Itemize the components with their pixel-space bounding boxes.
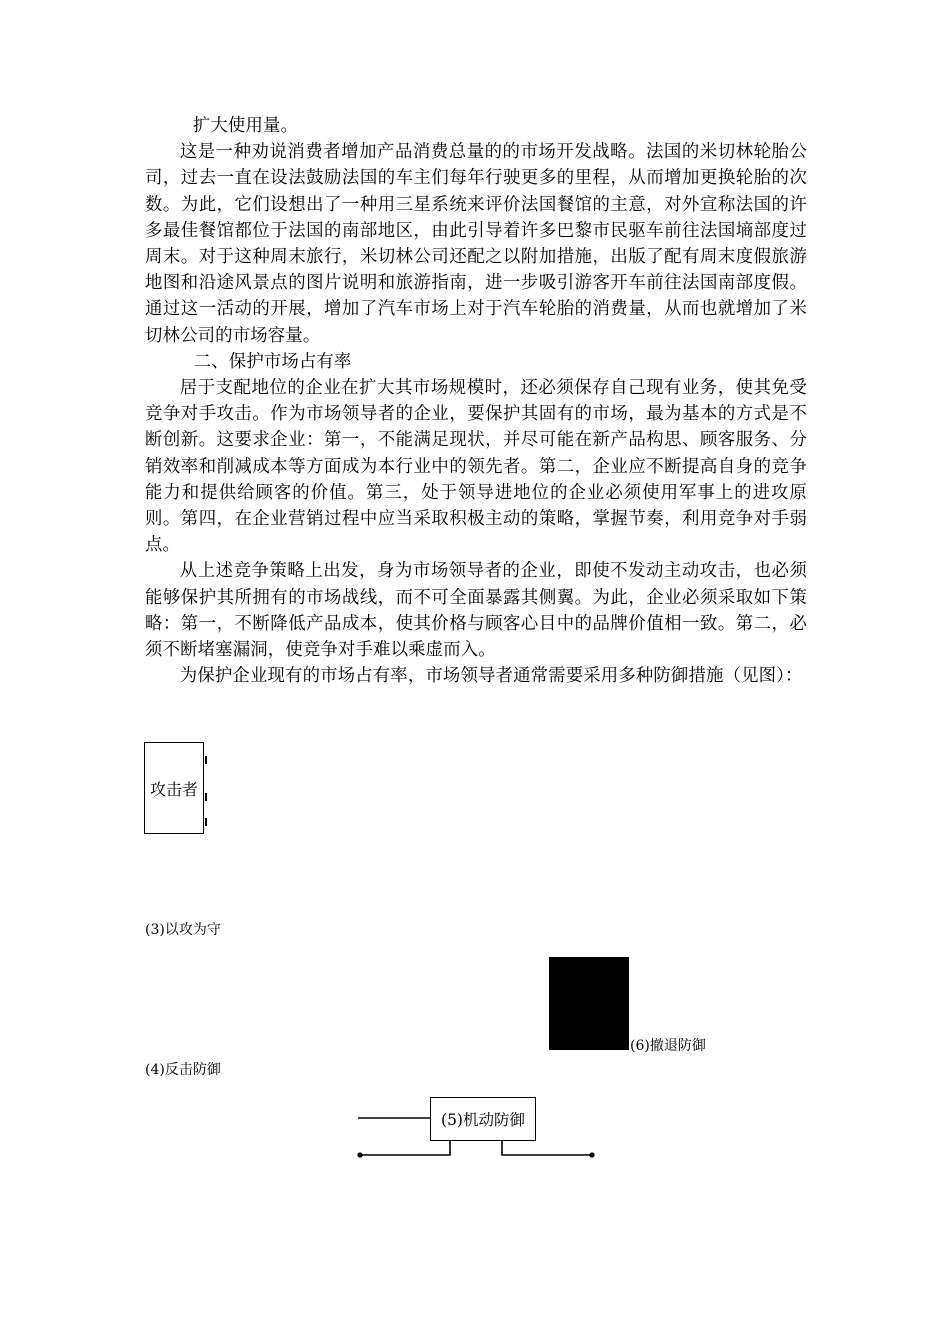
- mobile-left-dot: [357, 1152, 362, 1157]
- attacker-label: 攻击者: [149, 779, 198, 799]
- label-offensive-defense: (3)以攻为守: [145, 922, 221, 938]
- label-retreat-defense: (6)撤退防御: [630, 1038, 706, 1054]
- attacker-tick-bottom: [203, 818, 207, 826]
- paragraph-michelin: 这是一种劝说消费者增加产品消费总量的的市场开发战略。法国的米切林轮胎公司，过去一直在设法鼓励法国的车主们每年行驶更多的里程，从而增加更换轮胎的次数。为此，它们设想出了一种用三星系统来评价法国餐馆的主意，对外宣称法国的许多最佳餐馆都位于法国的南部地区，由此引导着许多巴黎市民驱车前往法国墒部度过周末。对于这种周末旅行，米切林公司还配之以附加措施，出版了配有周末度假旅游地图和沿途风景点的图片说明和旅游指南，进一步吸引游客开车前往法国南部度假。通过这一活动的开展，增加了汽车市场上对于汽车轮胎的消费量，从而也就增加了米切林公司的市场容量。: [145, 142, 807, 346]
- mobile-right-dot: [589, 1152, 594, 1157]
- label-counter-defense: (4)反击防御: [145, 1062, 221, 1078]
- paragraph-defense-intro: 为保护企业现有的市场占有率，市场领导者通常需要采用多种防御措施（见图）：: [179, 666, 803, 687]
- black-block: [549, 957, 629, 1050]
- paragraph-expand-usage: 扩大使用量。: [192, 116, 299, 136]
- attacker-tick-middle: [203, 793, 207, 801]
- body-text: [145, 113, 807, 689]
- mobile-defense-label: (5)机动防御: [441, 1111, 525, 1129]
- attacker-tick-top: [203, 756, 207, 764]
- mobile-right-line: [502, 1141, 592, 1155]
- attacker-box: [144, 742, 204, 834]
- paragraph-strategy: 从上述竞争策略上出发，身为市场领导者的企业，即使不发动主动攻击，也必须能够保护其所拥有的市场战线，而不可全面暴露其侧翼。为此，企业必须采取如下策略：第一，不断降低产品成本，使其价格与顾客心目中的品牌价值相一致。第二，必须不断堵塞漏洞，使竞争对手难以乘虚而入。: [145, 561, 807, 661]
- mobile-defense-box: [430, 1097, 536, 1141]
- section-heading-protect-share: 二、保护市场占有率: [193, 351, 352, 372]
- paragraph-dominant-firm: 居于支配地位的企业在扩大其市场规模时，还必须保存自己现有业务，使其免受竞争对手攻击。作为市场领导者的企业，要保护其固有的市场，最为基本的方式是不断创新。这要求企业：第一，不能满足现状，并尽可能在新产品构思、顾客服务、分销效率和削减成本等方面成为本行业中的领先者。第二，企业应不断提高自身的竞争能力和提供给顾客的价值。第三，处于领导进地位的企业必须使用军事上的进攻原则。第四，在企业营销过程中应当采取积极主动的策略，掌握节奏，利用竞争对手弱点。: [145, 378, 807, 556]
- mobile-left-line: [360, 1141, 450, 1155]
